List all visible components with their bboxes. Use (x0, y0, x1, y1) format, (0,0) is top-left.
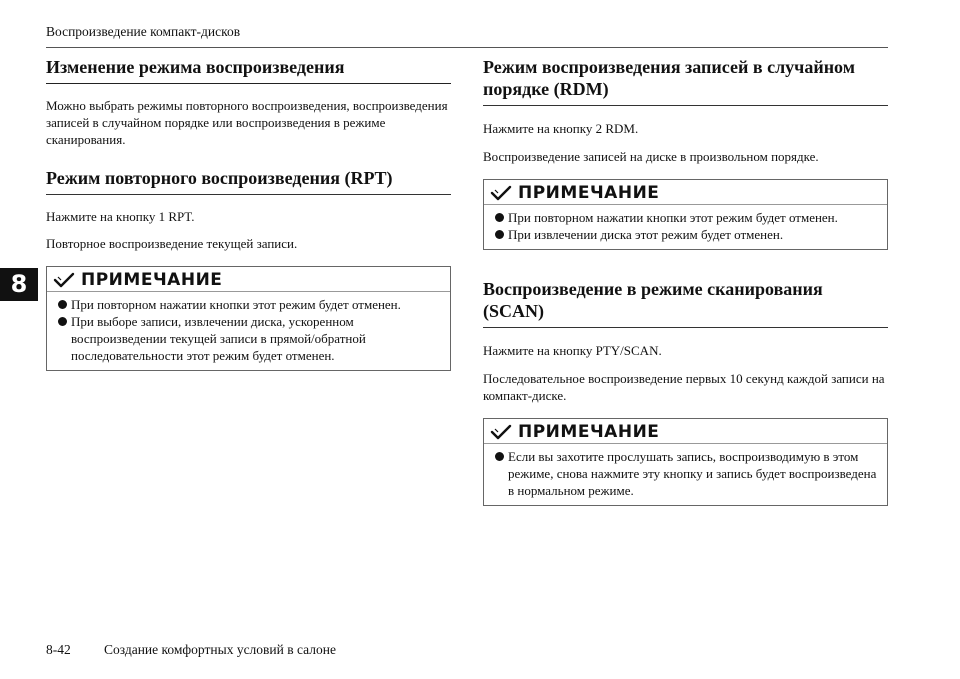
note-header (484, 180, 887, 205)
note-item: При извлечении диска этот режим будет отменен. (492, 226, 879, 243)
rdm-step: Нажмите на кнопку 2 RDM. (483, 121, 639, 136)
note-list (47, 292, 450, 370)
bullet-icon (495, 213, 504, 222)
note-item: При выборе записи, извлечении диска, ускоренном воспроизведении текущей записи в прямой/обратной последовательности этот режим будет отменен. (55, 313, 442, 364)
rpt-description: Повторное воспроизведение текущей записи. (46, 236, 298, 251)
note-item: Если вы захотите прослушать запись, воспроизводимую в этом режиме, снова нажмите эту кнопку и запись будет воспроизведена в нормальном режиме. (492, 448, 879, 499)
note-header (484, 419, 887, 444)
left-column (46, 48, 451, 371)
running-header: Воспроизведение компакт-дисков (46, 24, 241, 39)
note-box-rpt (46, 266, 451, 371)
page-number: 8-42 (46, 642, 71, 657)
note-header (47, 267, 450, 292)
rpt-step: Нажмите на кнопку 1 RPT. (46, 209, 195, 224)
note-list (484, 205, 887, 249)
right-column (483, 48, 888, 506)
scan-description: Последовательное воспроизведение первых 10 секунд каждой записи на компакт-диске. (483, 371, 885, 403)
checkmark-icon (490, 184, 512, 202)
note-label: ПРИМЕЧАНИЕ (81, 270, 223, 290)
intro-paragraph: Можно выбрать режимы повторного воспроизведения, воспроизведения записей в случайном порядке или воспроизведения в режиме сканирования. (46, 98, 448, 147)
note-box-scan (483, 418, 888, 506)
note-box-rdm (483, 179, 888, 250)
bullet-icon (495, 230, 504, 239)
note-item: При повторном нажатии кнопки этот режим будет отменен. (492, 209, 879, 226)
bullet-icon (495, 452, 504, 461)
scan-heading: Воспроизведение в режиме сканирования (SCAN) (483, 270, 888, 328)
bullet-icon (58, 300, 67, 309)
chapter-tab: 8 (0, 268, 38, 301)
note-item: При повторном нажатии кнопки этот режим будет отменен. (55, 296, 442, 313)
rdm-description: Воспроизведение записей на диске в произвольном порядке. (483, 149, 819, 164)
note-label: ПРИМЕЧАНИЕ (518, 422, 660, 442)
checkmark-icon (53, 271, 75, 289)
bullet-icon (58, 317, 67, 326)
note-list (484, 444, 887, 505)
scan-step: Нажмите на кнопку PTY/SCAN. (483, 343, 662, 358)
section-heading-change-mode: Изменение режима воспроизведения (46, 48, 451, 84)
rpt-heading: Режим повторного воспроизведения (RPT) (46, 159, 451, 195)
footer-section-title: Создание комфортных условий в салоне (104, 642, 336, 657)
rdm-heading: Режим воспроизведения записей в случайном порядке (RDM) (483, 48, 888, 106)
checkmark-icon (490, 423, 512, 441)
note-label: ПРИМЕЧАНИЕ (518, 183, 660, 203)
